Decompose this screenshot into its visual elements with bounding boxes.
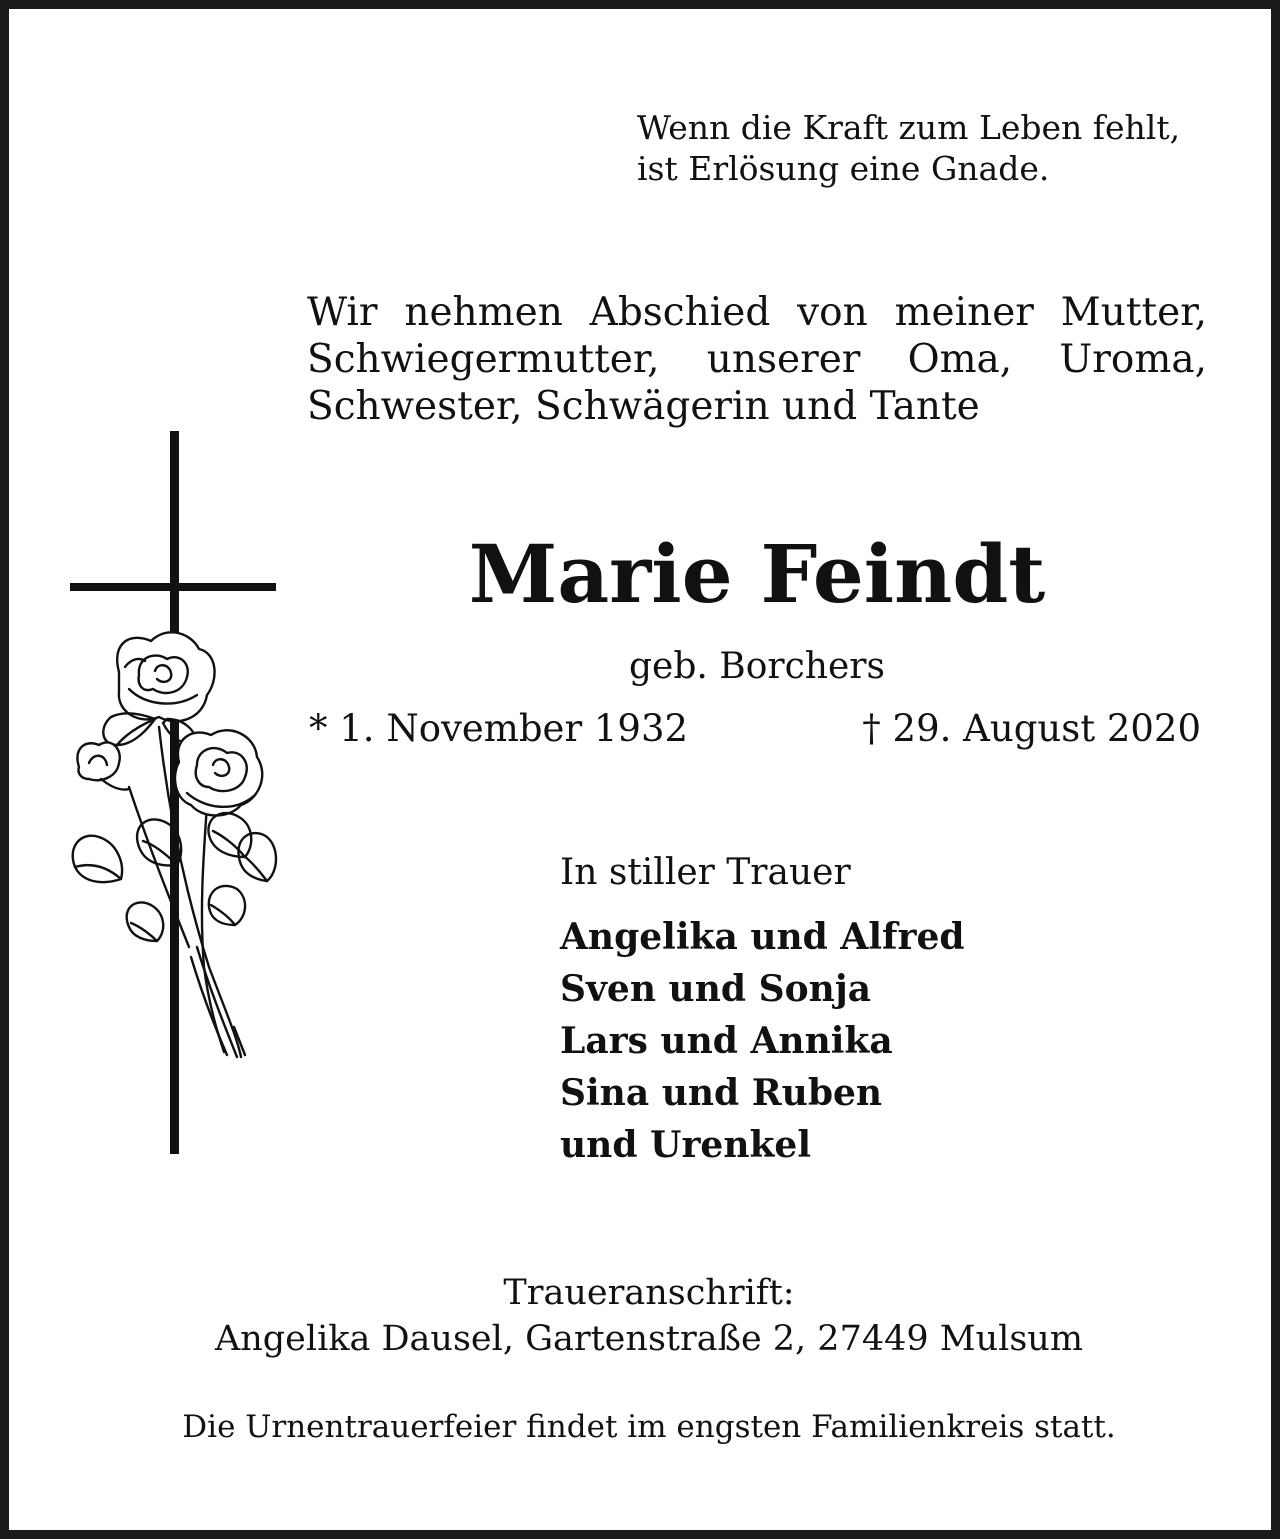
- address-label: Traueranschrift:: [503, 1273, 795, 1313]
- motto-line-1: Wenn die Kraft zum Leben fehlt,: [637, 108, 1181, 147]
- farewell-line-1: Wir nehmen Abschied von meiner Mutter,: [307, 290, 1207, 335]
- mourning-label: In stiller Trauer: [560, 852, 851, 893]
- motto-quote: [637, 107, 1180, 189]
- death-date: † 29. August 2020: [862, 707, 1201, 750]
- mourner-name: Sina und Ruben: [560, 1072, 883, 1114]
- maiden-name: geb. Borchers: [629, 646, 885, 687]
- farewell-text: [307, 289, 1207, 430]
- mourning-address: Angelika Dausel, Gartenstraße 2, 27449 Mulsum: [214, 1319, 1084, 1359]
- mourner-name: und Urenkel: [560, 1124, 812, 1166]
- mourners-list: [560, 911, 965, 1171]
- life-dates: [309, 706, 1201, 752]
- mourner-name: Angelika und Alfred: [560, 916, 965, 958]
- cross-with-roses-icon: [59, 427, 289, 1162]
- farewell-line-2: Schwiegermutter, unserer Oma, Uroma,: [307, 337, 1207, 382]
- mourner-name: Sven und Sonja: [560, 968, 872, 1010]
- deceased-name: Marie Feindt: [468, 527, 1046, 621]
- motto-line-2: ist Erlösung eine Gnade.: [637, 149, 1050, 188]
- mourner-name: Lars und Annika: [560, 1020, 893, 1062]
- funeral-note: Die Urnentrauerfeier findet im engsten Familienkreis statt.: [182, 1409, 1116, 1445]
- birth-date: * 1. November 1932: [309, 707, 689, 750]
- farewell-line-3: Schwester, Schwägerin und Tante: [307, 384, 980, 429]
